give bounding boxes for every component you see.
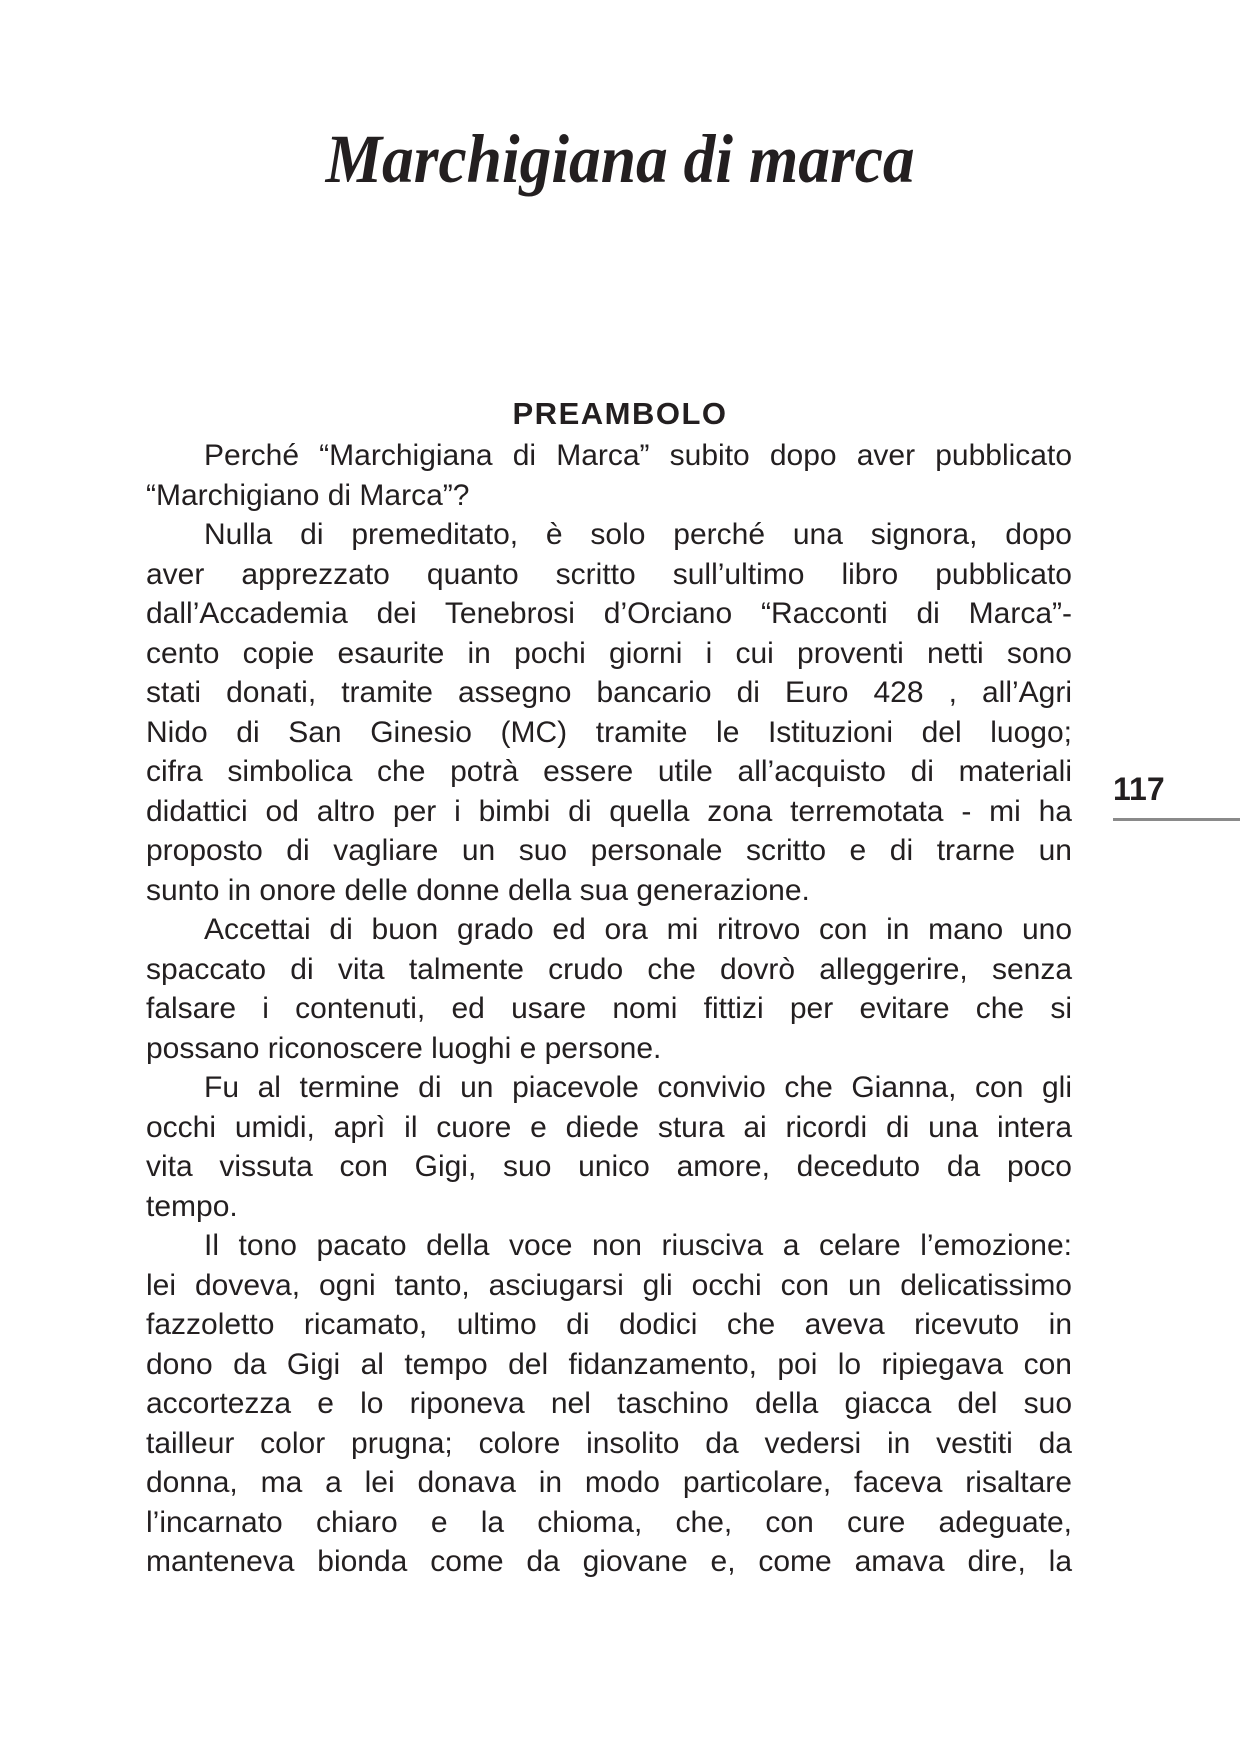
text-line: Fu al termine di un piacevole convivio che Gianna, con gli xyxy=(204,1071,1072,1104)
text-line: possano riconoscere luoghi e persone. xyxy=(146,1031,662,1065)
text-line: lei doveva, ogni tanto, asciugarsi gli occhi con un delicatissimo xyxy=(146,1268,1072,1302)
text-line: dall’Accademia dei Tenebrosi d’Orciano “Racconti di Marca”- xyxy=(146,597,1072,630)
text-line: manteneva bionda come da giovane e, come amava dire, la xyxy=(146,1545,1072,1578)
page-number: 117 xyxy=(1113,771,1165,807)
text-line: Il tono pacato della voce non riusciva a celare l’emozione: xyxy=(204,1229,1072,1262)
text-line: Perché “Marchigiana di Marca” subito dopo aver pubblicato xyxy=(204,439,1072,472)
text-line: vita vissuta con Gigi, suo unico amore, deceduto da poco xyxy=(146,1150,1072,1183)
text-line: Accettai di buon grado ed ora mi ritrovo con in mano uno xyxy=(204,913,1072,946)
text-line: falsare i contenuti, ed usare nomi fittizi per evitare che si xyxy=(146,992,1072,1025)
body-text xyxy=(146,436,1072,1582)
text-line: Nido di San Ginesio (MC) tramite le Istituzioni del luogo; xyxy=(146,715,1072,749)
page-title-text: Marchigiana di marca xyxy=(325,121,915,197)
text-line: fazzoletto ricamato, ultimo di dodici che aveva ricevuto in xyxy=(146,1308,1072,1341)
page-title xyxy=(0,118,1240,201)
text-line: tailleur color prugna; colore insolito da vedersi in vestiti da xyxy=(146,1426,1072,1460)
text-line: occhi umidi, aprì il cuore e diede stura ai ricordi di una intera xyxy=(146,1110,1072,1144)
text-line: didattici od altro per i bimbi di quella zona terremotata - mi ha xyxy=(146,794,1072,828)
text-line: spaccato di vita talmente crudo che dovrò alleggerire, senza xyxy=(146,952,1072,986)
text-line: accortezza e lo riponeva nel taschino della giacca del suo xyxy=(146,1387,1072,1420)
text-line: Nulla di premeditato, è solo perché una signora, dopo xyxy=(204,518,1072,551)
text-line: “Marchigiano di Marca”? xyxy=(146,478,470,512)
section-heading: PREAMBOLO xyxy=(512,396,728,431)
text-line: l’incarnato chiaro e la chioma, che, con cure adeguate, xyxy=(146,1505,1072,1539)
text-line: aver apprezzato quanto scritto sull’ultimo libro pubblicato xyxy=(146,557,1072,591)
text-line: cifra simbolica che potrà essere utile all’acquisto di materiali xyxy=(146,755,1072,788)
text-line: donna, ma a lei donava in modo particolare, faceva risaltare xyxy=(146,1466,1072,1499)
text-line: dono da Gigi al tempo del fidanzamento, poi lo ripiegava con xyxy=(146,1347,1072,1381)
text-line: sunto in onore delle donne della sua generazione. xyxy=(146,873,810,907)
text-line: stati donati, tramite assegno bancario di Euro 428 , all’Agri xyxy=(146,676,1072,709)
text-line: cento copie esaurite in pochi giorni i cui proventi netti sono xyxy=(146,636,1072,670)
page-number-rule xyxy=(1113,818,1240,821)
text-line: proposto di vagliare un suo personale scritto e di trarne un xyxy=(146,834,1072,867)
text-line: tempo. xyxy=(146,1189,238,1223)
